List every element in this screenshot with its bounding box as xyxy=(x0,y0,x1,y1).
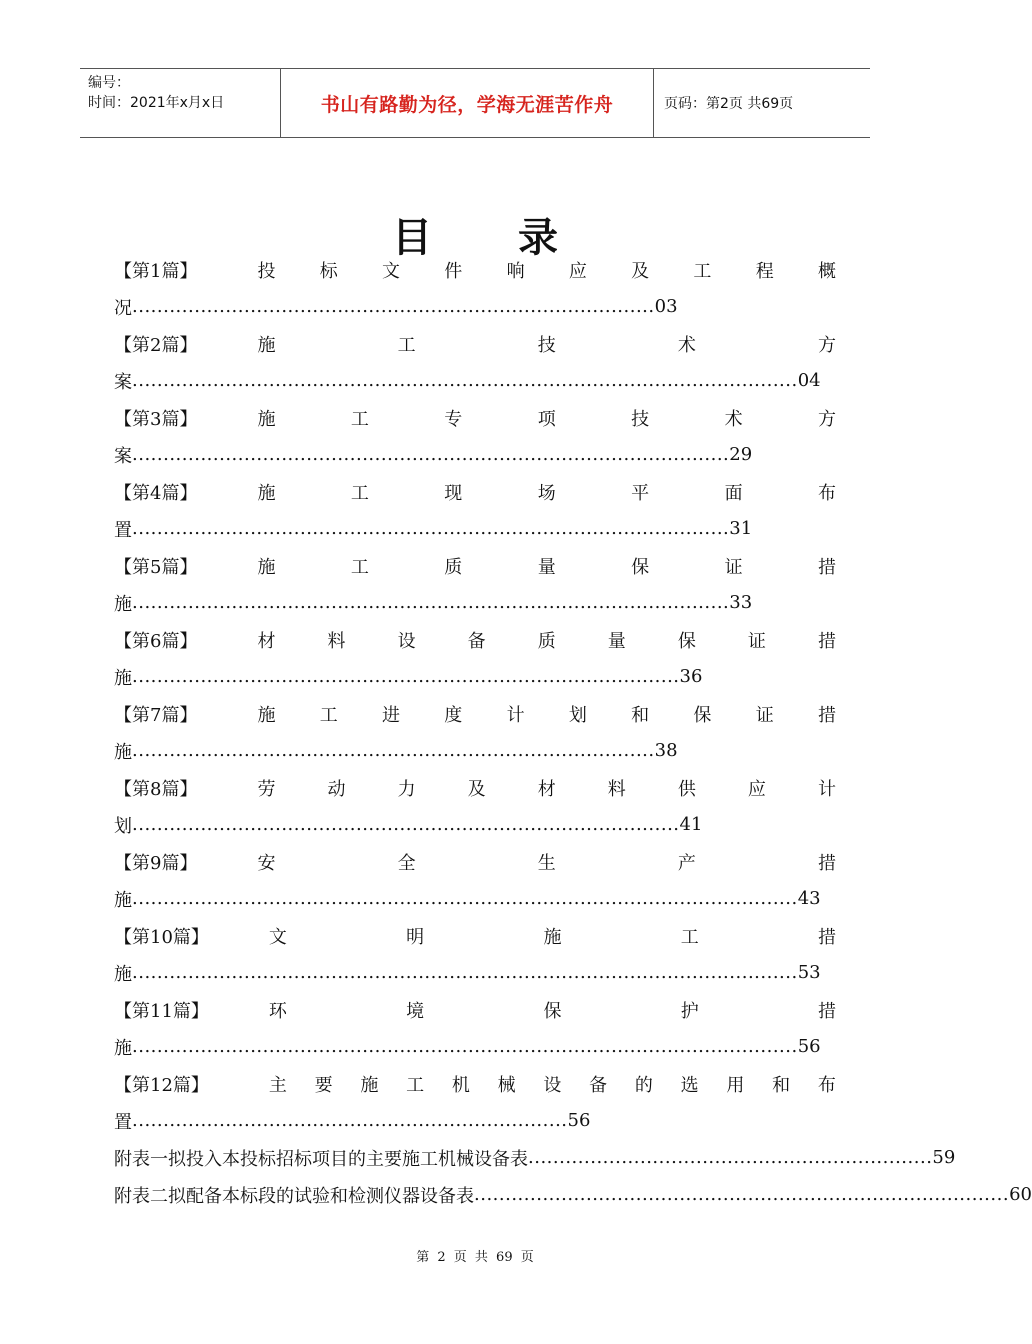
toc-title-last-char: 施 xyxy=(114,889,132,911)
toc-title-char: 力 xyxy=(397,778,416,800)
toc-entry xyxy=(114,917,836,991)
toc-title-char: 料 xyxy=(607,778,626,800)
toc-entry-heading xyxy=(114,547,836,584)
table-of-contents xyxy=(114,251,1032,1213)
toc-title-char: 及 xyxy=(631,260,650,282)
toc-title-char: 措 xyxy=(817,704,836,726)
toc-entry-heading xyxy=(114,1065,836,1102)
toc-entry-label: 【第8篇】 xyxy=(114,778,198,800)
toc-page-number: 36 xyxy=(679,666,703,687)
page-footer: 第 2 页 共 69 页 xyxy=(416,1250,534,1265)
toc-title-char: 度 xyxy=(444,704,463,726)
toc-title-last-char: 施 xyxy=(114,741,132,763)
toc-title-char: 施 xyxy=(257,556,276,578)
toc-leader-dots: ........................................................................................................... xyxy=(132,1036,798,1057)
toc-title-last-char: 况 xyxy=(114,297,132,319)
toc-entry-heading xyxy=(114,325,836,362)
toc-entry xyxy=(114,399,836,473)
toc-title-char: 应 xyxy=(747,778,766,800)
toc-entry-title xyxy=(269,1071,836,1097)
toc-title-char: 机 xyxy=(451,1074,470,1096)
toc-title-char: 平 xyxy=(631,482,650,504)
toc-entry-label: 【第12篇】 xyxy=(114,1074,209,1096)
toc-title-char: 要 xyxy=(314,1074,333,1096)
toc-title-char: 劳 xyxy=(257,778,276,800)
toc-title-char: 设 xyxy=(397,630,416,652)
toc-leader-dots: ........................................................................................ xyxy=(132,666,680,687)
toc-title-char: 投 xyxy=(257,260,276,282)
toc-title-char: 专 xyxy=(444,408,463,430)
number-label: 编号： xyxy=(88,75,130,91)
toc-title-char: 质 xyxy=(537,630,556,652)
toc-page-number: 29 xyxy=(729,444,753,465)
toc-leader-dots: ........................................................................................ xyxy=(132,814,680,835)
toc-entry-title xyxy=(257,405,836,431)
toc-page-number: 33 xyxy=(729,592,753,613)
toc-title-char: 选 xyxy=(680,1074,699,1096)
toc-entry-continuation xyxy=(114,954,836,991)
toc-entry xyxy=(114,325,836,399)
toc-title-last-char: 案 xyxy=(114,445,132,467)
toc-title-char: 保 xyxy=(631,556,650,578)
toc-title-char: 措 xyxy=(817,1000,836,1022)
toc-entry-label: 【第3篇】 xyxy=(114,408,198,430)
toc-entry xyxy=(114,769,836,843)
toc-entry-label: 【第2篇】 xyxy=(114,334,198,356)
toc-title-char: 质 xyxy=(444,556,463,578)
toc-leader-dots: ........................................................................................................... xyxy=(132,888,798,909)
toc-appendix-title: 附表二拟配备本标段的试验和检测仪器设备表 xyxy=(114,1185,474,1207)
toc-entry-label: 【第1篇】 xyxy=(114,260,198,282)
toc-title-char: 施 xyxy=(257,334,276,356)
toc-title-char: 工 xyxy=(350,556,369,578)
toc-entry-continuation xyxy=(114,436,836,473)
toc-title-char: 技 xyxy=(631,408,650,430)
toc-title-char: 件 xyxy=(444,260,463,282)
toc-entry-title xyxy=(269,997,836,1023)
toc-title-char: 措 xyxy=(817,852,836,874)
toc-page-number: 60 xyxy=(1009,1184,1032,1205)
toc-entry xyxy=(114,547,836,621)
toc-title-last-char: 施 xyxy=(114,963,132,985)
toc-entry xyxy=(114,473,836,547)
toc-title-char: 工 xyxy=(397,334,416,356)
toc-title-char: 料 xyxy=(327,630,346,652)
toc-title-char: 产 xyxy=(677,852,696,874)
toc-title-char: 措 xyxy=(817,926,836,948)
toc-appendix-title: 附表一拟投入本投标招标项目的主要施工机械设备表 xyxy=(114,1148,528,1170)
toc-entry-heading xyxy=(114,991,836,1028)
toc-title-char: 工 xyxy=(693,260,712,282)
toc-page-number: 56 xyxy=(567,1110,591,1131)
toc-title-char: 主 xyxy=(268,1074,287,1096)
toc-leader-dots: ........................................................................................................... xyxy=(132,962,798,983)
toc-page-number: 41 xyxy=(679,814,703,835)
toc-title-last-char: 置 xyxy=(114,1111,132,1133)
toc-title-char: 概 xyxy=(817,260,836,282)
toc-title-char: 标 xyxy=(319,260,338,282)
toc-page-number: 38 xyxy=(654,740,678,761)
toc-entry-label: 【第5篇】 xyxy=(114,556,198,578)
toc-title-char: 和 xyxy=(772,1074,791,1096)
toc-entry xyxy=(114,843,836,917)
toc-title-char: 布 xyxy=(817,482,836,504)
toc-title-char: 备 xyxy=(467,630,486,652)
toc-title-char: 进 xyxy=(382,704,401,726)
toc-title-char: 和 xyxy=(631,704,650,726)
toc-entry-title xyxy=(257,331,836,357)
toc-page-number: 56 xyxy=(797,1036,821,1057)
toc-entry-title xyxy=(257,701,836,727)
page-title: 目 录 xyxy=(392,215,594,261)
toc-title-char: 保 xyxy=(543,1000,562,1022)
toc-entry xyxy=(114,695,836,769)
toc-leader-dots: ...................................................................... xyxy=(132,1110,568,1131)
toc-title-char: 械 xyxy=(497,1074,516,1096)
toc-title-char: 技 xyxy=(537,334,556,356)
date-label: 时间：2021年x月x日 xyxy=(88,95,225,111)
toc-title-char: 量 xyxy=(537,556,556,578)
toc-leader-dots: ...................................................................................... xyxy=(474,1184,1010,1205)
toc-title-char: 现 xyxy=(444,482,463,504)
toc-leader-dots: .................................................................................... xyxy=(132,296,655,317)
toc-title-char: 保 xyxy=(693,704,712,726)
toc-title-char: 备 xyxy=(589,1074,608,1096)
toc-title-last-char: 施 xyxy=(114,667,132,689)
toc-entry xyxy=(114,991,836,1065)
header-page-info: 页码：第2页 共69页 xyxy=(664,96,794,112)
toc-title-char: 工 xyxy=(406,1074,425,1096)
toc-entry-title xyxy=(257,257,836,283)
toc-title-char: 证 xyxy=(755,704,774,726)
toc-entry-continuation xyxy=(114,288,836,325)
toc-entry-title xyxy=(257,553,836,579)
toc-title-char: 文 xyxy=(268,926,287,948)
toc-entry-continuation xyxy=(114,658,836,695)
toc-title-char: 计 xyxy=(817,778,836,800)
toc-title-char: 境 xyxy=(406,1000,425,1022)
toc-entry xyxy=(114,1065,836,1139)
toc-title-char: 术 xyxy=(724,408,743,430)
toc-title-char: 工 xyxy=(350,482,369,504)
toc-entry-label: 【第10篇】 xyxy=(114,926,209,948)
toc-title-char: 材 xyxy=(537,778,556,800)
toc-entry-continuation xyxy=(114,1028,836,1065)
toc-entry-heading xyxy=(114,399,836,436)
toc-title-char: 施 xyxy=(257,408,276,430)
toc-title-char: 施 xyxy=(257,704,276,726)
toc-title-char: 措 xyxy=(817,556,836,578)
toc-title-char: 全 xyxy=(397,852,416,874)
toc-title-char: 工 xyxy=(350,408,369,430)
toc-entry-heading xyxy=(114,769,836,806)
toc-title-char: 材 xyxy=(257,630,276,652)
toc-entry-label: 【第7篇】 xyxy=(114,704,198,726)
toc-leader-dots: ................................................................. xyxy=(528,1147,933,1168)
toc-title-char: 明 xyxy=(406,926,425,948)
toc-entry-continuation xyxy=(114,510,836,547)
toc-title-char: 安 xyxy=(257,852,276,874)
toc-page-number: 59 xyxy=(932,1147,956,1168)
toc-title-char: 及 xyxy=(467,778,486,800)
toc-entry-label: 【第9篇】 xyxy=(114,852,198,874)
toc-page-number: 43 xyxy=(797,888,821,909)
toc-title-char: 应 xyxy=(568,260,587,282)
toc-entry-heading xyxy=(114,621,836,658)
toc-page-number: 31 xyxy=(729,518,753,539)
toc-title-char: 方 xyxy=(817,408,836,430)
toc-entry xyxy=(114,621,836,695)
header-meta xyxy=(80,69,281,137)
toc-entry xyxy=(114,251,836,325)
toc-title-char: 文 xyxy=(382,260,401,282)
toc-title-char: 划 xyxy=(568,704,587,726)
toc-title-char: 施 xyxy=(543,926,562,948)
toc-title-char: 施 xyxy=(360,1074,379,1096)
toc-entry-label: 【第11篇】 xyxy=(114,1000,209,1022)
toc-appendix-entry xyxy=(114,1139,956,1176)
toc-title-char: 保 xyxy=(677,630,696,652)
toc-entry-continuation xyxy=(114,362,836,399)
toc-title-last-char: 施 xyxy=(114,593,132,615)
toc-entry-title xyxy=(257,849,836,875)
toc-page-number: 03 xyxy=(654,296,678,317)
toc-entry-heading xyxy=(114,473,836,510)
toc-title-char: 量 xyxy=(607,630,626,652)
toc-entry-continuation xyxy=(114,1102,836,1139)
toc-entry-title xyxy=(257,775,836,801)
toc-title-char: 程 xyxy=(755,260,774,282)
toc-leader-dots: ........................................................................................................... xyxy=(132,370,798,391)
toc-entry-heading xyxy=(114,251,836,288)
toc-entry-label: 【第6篇】 xyxy=(114,630,198,652)
toc-title-char: 响 xyxy=(506,260,525,282)
toc-entry-continuation xyxy=(114,806,836,843)
toc-title-char: 动 xyxy=(327,778,346,800)
page-header xyxy=(80,68,870,138)
toc-title-char: 施 xyxy=(257,482,276,504)
toc-title-char: 工 xyxy=(319,704,338,726)
toc-title-last-char: 案 xyxy=(114,371,132,393)
toc-title-char: 设 xyxy=(543,1074,562,1096)
toc-title-char: 方 xyxy=(817,334,836,356)
toc-title-char: 工 xyxy=(680,926,699,948)
toc-title-char: 护 xyxy=(680,1000,699,1022)
toc-title-char: 环 xyxy=(268,1000,287,1022)
toc-title-char: 生 xyxy=(537,852,556,874)
toc-title-char: 用 xyxy=(726,1074,745,1096)
toc-title-char: 措 xyxy=(817,630,836,652)
toc-title-char: 的 xyxy=(634,1074,653,1096)
toc-page-number: 04 xyxy=(797,370,821,391)
toc-title-char: 证 xyxy=(747,630,766,652)
toc-title-char: 计 xyxy=(506,704,525,726)
toc-appendix-entry xyxy=(114,1176,1032,1213)
toc-entry-title xyxy=(257,479,836,505)
toc-title-last-char: 置 xyxy=(114,519,132,541)
toc-entry-heading xyxy=(114,843,836,880)
toc-entry-continuation xyxy=(114,584,836,621)
toc-entry-continuation xyxy=(114,732,836,769)
toc-leader-dots: ................................................................................................ xyxy=(132,592,730,613)
toc-title-last-char: 划 xyxy=(114,815,132,837)
toc-entry-label: 【第4篇】 xyxy=(114,482,198,504)
toc-title-last-char: 施 xyxy=(114,1037,132,1059)
toc-entry-title xyxy=(257,627,836,653)
toc-title-char: 证 xyxy=(724,556,743,578)
toc-title-char: 布 xyxy=(817,1074,836,1096)
toc-title-char: 面 xyxy=(724,482,743,504)
toc-title-char: 项 xyxy=(537,408,556,430)
toc-page-number: 53 xyxy=(797,962,821,983)
header-slogan: 书山有路勤为径，学海无涯苦作舟 xyxy=(281,69,654,137)
toc-entry-continuation xyxy=(114,880,836,917)
toc-entry-heading xyxy=(114,695,836,732)
toc-leader-dots: .................................................................................... xyxy=(132,740,655,761)
toc-title-char: 术 xyxy=(677,334,696,356)
toc-leader-dots: ................................................................................................ xyxy=(132,444,730,465)
toc-entry-title xyxy=(269,923,836,949)
toc-title-char: 场 xyxy=(537,482,556,504)
toc-entry-heading xyxy=(114,917,836,954)
toc-leader-dots: ................................................................................................ xyxy=(132,518,730,539)
toc-title-char: 供 xyxy=(677,778,696,800)
